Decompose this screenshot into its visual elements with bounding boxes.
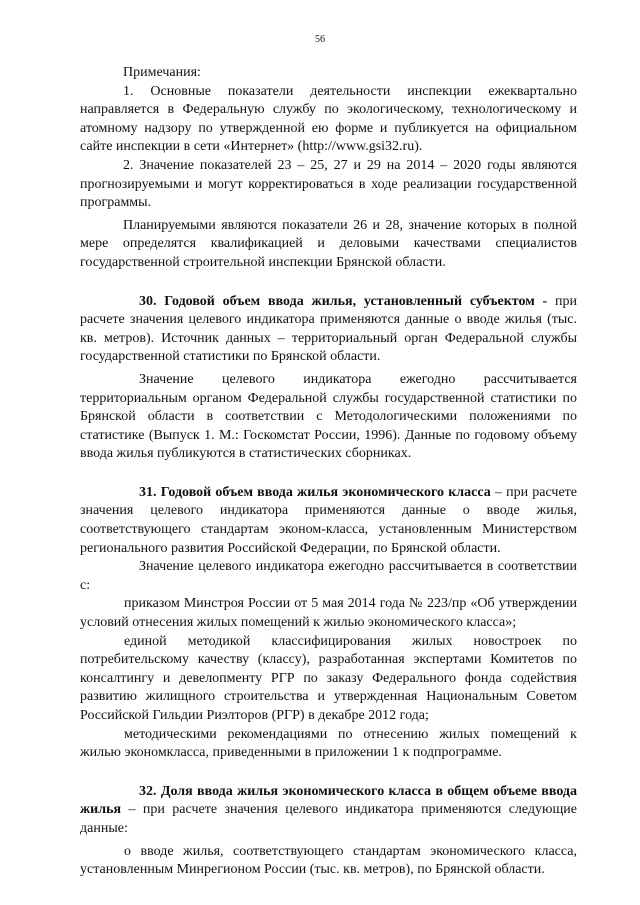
- section-32-paragraph-2: о вводе жилья, соответствующего стандартам экономического класса, установленным Минрегионом России (тыс. кв. метров), по Брянской области.: [80, 843, 577, 878]
- section-31-item-2: единой методикой классифицирования жилых новостроек по потребительскому качеству (классу), разработанная экспертами Комитетов по консалтингу и девелопменту РГР по заказу Федерального фонда содействия развитию жилищного строительства и утвержденная Национальным Советом Российской Гильдии Риэлторов (РГР) в декабре 2012 года;: [80, 633, 577, 723]
- section-32-title: 32. Доля ввода жилья экономического класса в общем объеме ввода жилья: [80, 783, 577, 818]
- note-2: 2. Значение показателей 23 – 25, 27 и 29 на 2014 – 2020 годы являются прогнозируемыми и могут корректироваться в ходе реализации государственной программы.: [80, 157, 577, 211]
- section-31-paragraph: [80, 484, 577, 558]
- page-body: [80, 64, 577, 880]
- section-31-title: 31. Годовой объем ввода жилья экономического класса: [139, 484, 491, 500]
- section-31-text: – при расчете значения целевого индикатора применяются данные о вводе жилья, соответствующего стандартам эконом-класса, установленным Министерством регионального развития Российской Федерации, по Брянской области.: [80, 484, 577, 556]
- section-30-title: 30. Годовой объем ввода жилья, установленный субъектом -: [139, 293, 548, 309]
- section-30-paragraph: [80, 293, 577, 367]
- note-1: 1. Основные показатели деятельности инспекции ежеквартально направляется в Федеральную службу по экологическому, технологическому и атомному надзору по утвержденной ею форме и публикуется на официальном сайте инспекции в сети «Интернет» (http://www.gsi32.ru).: [80, 83, 577, 155]
- section-32-paragraph: [80, 783, 577, 839]
- note-3: Планируемыми являются показатели 26 и 28, значение которых в полной мере определятся квалификацией и деловыми качествами специалистов государственной строительной инспекции Брянской области.: [80, 217, 577, 270]
- section-32-text: – при расчете значения целевого индикатора применяются следующие данные:: [80, 802, 577, 836]
- section-31-paragraph-2: Значение целевого индикатора ежегодно рассчитывается в соответствии с:: [80, 559, 577, 593]
- page-number: 56: [315, 34, 325, 45]
- section-31-item-1: приказом Минстроя России от 5 мая 2014 года № 223/пр «Об утверждении условий отнесения жилых помещений к жилью экономического класса»;: [80, 596, 577, 631]
- notes-heading: Примечания:: [123, 65, 201, 80]
- section-31-item-3: методическими рекомендациями по отнесению жилых помещений к жилью экономкласса, приведенными в приложении 1 к подпрограмме.: [80, 726, 577, 761]
- section-30-paragraph-2: Значение целевого индикатора ежегодно рассчитывается территориальным органом Федеральной службы государственной статистики по Брянской области в соответствии с Методологическими положениями по статистике (Выпуск 1. М.: Госкомстат России, 1996). Данные по годовому объему ввода жилья публикуются в статистических сборниках.: [80, 371, 577, 462]
- section-30-text: при расчете значения целевого индикатора применяются данные о вводе жилья (тыс. кв. метров). Источник данных – территориальный орган Федеральной службы государственной статистики по Брянской области.: [80, 293, 577, 365]
